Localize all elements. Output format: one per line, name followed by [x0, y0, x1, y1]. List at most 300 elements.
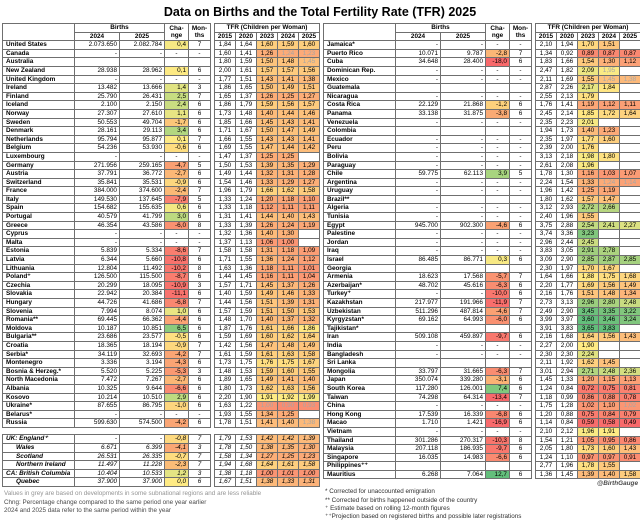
months-cell: -: [510, 118, 532, 127]
table-row: [324, 118, 640, 127]
births-2025-cell: [441, 359, 486, 368]
tfr-2015-cell: 1,86: [215, 84, 236, 93]
tfr-2025-cell: 1,04: [299, 273, 320, 282]
table-row: [324, 264, 640, 273]
births-2025-cell: 20.384: [120, 290, 165, 299]
births-2025-cell: 5.660: [120, 256, 165, 265]
births-2025-cell: 115.500: [120, 273, 165, 282]
tfr-2015-cell: 1,84: [215, 41, 236, 50]
tfr-2015-cell: 1,79: [215, 435, 236, 444]
tfr-2024-cell: 1,61: [278, 461, 299, 470]
tfr-2015-cell: 1,33: [215, 204, 236, 213]
country-cell: Norway: [3, 109, 75, 118]
tfr-2023-cell: 1,36: [257, 256, 278, 265]
tfr-2015-cell: 1,78: [215, 419, 236, 428]
months-cell: -: [189, 152, 211, 161]
tfr-2020-cell: 1,68: [236, 461, 257, 470]
births-2025-cell: -: [441, 75, 486, 84]
tfr-2023-cell: 1,41: [257, 419, 278, 428]
months-cell: -: [510, 238, 532, 247]
tfr-2025-cell: [620, 161, 640, 170]
births-year-2024: 2024: [396, 32, 441, 41]
births-2025-cell: 487.814: [441, 307, 486, 316]
births-2024-cell: 207.118: [396, 445, 441, 454]
table-row: [3, 264, 320, 273]
country-cell: Czechia: [3, 281, 75, 290]
tfr-2024-cell: 1,67: [599, 264, 620, 273]
tfr-2023-cell: 3,60: [578, 316, 599, 325]
change-header: Cha- nge: [165, 24, 189, 41]
tfr-2024-cell: 1,47: [278, 127, 299, 136]
months-cell: -: [510, 187, 532, 196]
change-cell: -10,2: [165, 264, 189, 273]
tfr-2023-cell: 1,38: [257, 444, 278, 453]
tfr-2025-cell: 0,81: [620, 384, 640, 393]
table-row: [324, 470, 640, 479]
tfr-2015-cell: 2,61: [536, 161, 557, 170]
country-cell: Northern Ireland: [3, 461, 75, 470]
tfr-2020-cell: 2,94: [557, 367, 578, 376]
table-row: [3, 410, 320, 419]
tfr-2023-cell: 1,98: [578, 152, 599, 161]
tfr-2024-cell: 1,75: [599, 273, 620, 282]
births-2025-cell: 17.568: [441, 273, 486, 282]
change-cell: 1,4: [165, 84, 189, 93]
change-cell: -10,0: [486, 290, 510, 299]
tfr-2024-cell: [599, 213, 620, 222]
tfr-2015-cell: 1,59: [215, 333, 236, 342]
country-cell: Serbia*: [3, 350, 75, 359]
tfr-2024-cell: 1,15: [599, 376, 620, 385]
change-cell: -: [486, 144, 510, 153]
table-row: [3, 333, 320, 342]
tfr-2020-cell: 1,24: [236, 195, 257, 204]
tfr-2020-cell: 1,30: [557, 170, 578, 179]
tfr-2023-cell: 1,40: [257, 230, 278, 239]
change-cell: -0,9: [165, 341, 189, 350]
months-cell: 6: [510, 221, 532, 230]
births-2025-cell: 5.225: [120, 367, 165, 376]
change-cell: -0,9: [165, 178, 189, 187]
tfr-2020-cell: 1,54: [557, 178, 578, 187]
tfr-2025-cell: [620, 92, 640, 101]
tfr-2015-cell: 2,87: [536, 84, 557, 93]
tfr-2024-cell: 2,80: [599, 299, 620, 308]
change-cell: [486, 127, 510, 136]
births-2025-cell: -: [441, 350, 486, 359]
change-cell: [486, 462, 510, 471]
tfr-2025-cell: 1,02: [620, 402, 640, 411]
tfr-2023-cell: 1,43: [257, 135, 278, 144]
births-2025-cell: -: [441, 247, 486, 256]
births-2024-cell: 46.354: [75, 221, 120, 230]
tfr-2015-cell: 2,35: [536, 118, 557, 127]
tfr-2015-cell: 1,75: [536, 402, 557, 411]
tfr-2015-cell: 2,49: [536, 307, 557, 316]
table-row: [3, 359, 320, 368]
change-cell: -10,8: [165, 256, 189, 265]
births-2025-cell: 26.431: [120, 92, 165, 101]
tfr-2025-cell: [620, 230, 640, 239]
country-cell: Chile: [324, 170, 396, 179]
change-cell: -7,9: [165, 195, 189, 204]
tfr-2015-cell: 1,34: [536, 49, 557, 58]
births-2024-cell: 509.108: [396, 333, 441, 342]
tfr-2024-cell: 1,11: [278, 273, 299, 282]
country-cell: Albania: [3, 384, 75, 393]
country-cell: Bangladesh: [324, 350, 396, 359]
change-cell: 0,4: [165, 41, 189, 50]
births-2025-cell: -: [441, 230, 486, 239]
tfr-2024-cell: 1,48: [278, 58, 299, 67]
months-cell: -: [510, 402, 532, 411]
months-cell: 6: [189, 376, 211, 385]
tfr-2024-cell: 2,48: [599, 367, 620, 376]
months-cell: -: [510, 213, 532, 222]
births-2025-cell: 8.074: [120, 307, 165, 316]
change-cell: 12,7: [486, 470, 510, 479]
country-cell: Canada: [3, 49, 75, 58]
tfr-2024-cell: 1,30: [599, 58, 620, 67]
tfr-2023-cell: 1,76: [578, 144, 599, 153]
country-cell: Egypt: [324, 221, 396, 230]
country-cell: Sweden: [3, 118, 75, 127]
tfr-2015-cell: 1,73: [215, 109, 236, 118]
births-2025-cell: 18.095: [120, 281, 165, 290]
births-2024-cell: 945.700: [396, 221, 441, 230]
births-2025-cell: 37.900: [120, 478, 165, 487]
births-2024-cell: [75, 58, 120, 67]
tfr-2024-cell: 1,45: [599, 359, 620, 368]
table-row: [3, 101, 320, 110]
tfr-2025-cell: 1,38: [299, 75, 320, 84]
births-2025-cell: 137.645: [120, 195, 165, 204]
change-cell: -6,6: [486, 453, 510, 462]
births-2025-cell: 270.317: [441, 436, 486, 445]
tfr-2024-cell: 1,43: [278, 135, 299, 144]
tfr-2025-cell: 1,56: [299, 66, 320, 75]
change-cell: -3,1: [486, 376, 510, 385]
tfr-2020-cell: 1,92: [557, 359, 578, 368]
months-cell: 7: [510, 367, 532, 376]
change-cell: -6,8: [165, 299, 189, 308]
births-2025-cell: [441, 127, 486, 136]
tfr-2024-cell: [599, 161, 620, 170]
table-row: [3, 58, 320, 67]
country-cell: Uzbekistan: [324, 307, 396, 316]
table-row: [324, 213, 640, 222]
tfr-2015-cell: 2,11: [536, 75, 557, 84]
table-row: [3, 290, 320, 299]
tfr-2015-cell: 3,75: [536, 221, 557, 230]
births-2024-cell: 27.307: [75, 109, 120, 118]
tfr-2025-cell: [620, 84, 640, 93]
change-cell: -4,7: [165, 161, 189, 170]
tfr-2020-cell: 1,37: [236, 152, 257, 161]
country-cell: United States: [3, 41, 75, 50]
tfr-2024-cell: 1,18: [278, 247, 299, 256]
tfr-2020-cell: 1,79: [236, 101, 257, 110]
country-cell: Croatia: [3, 341, 75, 350]
tfr-2024-cell: 1,66: [278, 324, 299, 333]
tfr-year-2025: 2025: [620, 32, 640, 41]
country-cell: Japan: [324, 376, 396, 385]
country-cell: Ireland: [3, 84, 75, 93]
tfr-2025-cell: 1,14: [620, 178, 640, 187]
tfr-2024-cell: 1,40: [278, 419, 299, 428]
tfr-2015-cell: 2,30: [536, 264, 557, 273]
births-2024-cell: [396, 195, 441, 204]
tfr-2023-cell: 1,39: [578, 470, 599, 479]
births-2025-cell: 27.610: [120, 109, 165, 118]
table-row: [3, 307, 320, 316]
births-2025-cell: -: [120, 435, 165, 444]
header-row-1: [324, 24, 640, 33]
table-row: [3, 161, 320, 170]
tfr-2015-cell: 1,87: [215, 324, 236, 333]
table-row: [3, 444, 320, 453]
tfr-2024-cell: 1,35: [278, 161, 299, 170]
footnote-rolling: ⁺ Estimate based on rolling 12-month figures: [325, 505, 450, 513]
country-cell: Cuba: [324, 58, 396, 67]
births-2024-cell: 1.710: [396, 419, 441, 428]
change-cell: -2,8: [486, 49, 510, 58]
births-2024-cell: 271.956: [75, 161, 120, 170]
tfr-2024-cell: 1,56: [278, 101, 299, 110]
births-2024-cell: 10.214: [75, 393, 120, 402]
tfr-2025-cell: 1,49: [620, 281, 640, 290]
births-2025-cell: 41.686: [120, 299, 165, 308]
births-2024-cell: 6.344: [75, 256, 120, 265]
change-cell: 6,5: [165, 324, 189, 333]
births-2024-cell: -: [396, 144, 441, 153]
births-2025-cell: -: [120, 230, 165, 239]
table-row: [324, 84, 640, 93]
tfr-2025-cell: 1,67: [299, 359, 320, 368]
months-cell: 6: [510, 470, 532, 479]
tfr-2020-cell: 1,55: [236, 410, 257, 419]
table-row: [324, 195, 640, 204]
births-header: Births: [396, 24, 486, 33]
tfr-2020-cell: 1,69: [557, 75, 578, 84]
change-cell: 0,1: [165, 66, 189, 75]
tfr-2023-cell: 1,85: [578, 109, 599, 118]
table-row: [3, 299, 320, 308]
tfr-2020-cell: 1,18: [236, 204, 257, 213]
births-2025-cell: 11.228: [120, 461, 165, 470]
tfr-2024-cell: 2,78: [599, 247, 620, 256]
tfr-2025-cell: [620, 152, 640, 161]
table-row: [3, 127, 320, 136]
country-cell: Montenegro: [3, 359, 75, 368]
births-2025-cell: -: [441, 290, 486, 299]
tfr-2023-cell: 1,40: [578, 127, 599, 136]
tfr-2025-cell: [299, 238, 320, 247]
tfr-2025-cell: 1,56: [299, 384, 320, 393]
months-cell: [510, 195, 532, 204]
tfr-2015-cell: 2,16: [536, 290, 557, 299]
tfr-2020-cell: 1,45: [236, 273, 257, 282]
tfr-2025-cell: 0,78: [620, 393, 640, 402]
country-cell: Lithuania: [3, 264, 75, 273]
change-cell: -1,0: [165, 402, 189, 411]
births-2024-cell: [396, 324, 441, 333]
change-cell: -: [486, 92, 510, 101]
tables-container: [0, 23, 640, 522]
tfr-2025-cell: 0,91: [620, 453, 640, 462]
tfr-2024-cell: 1,23: [599, 127, 620, 136]
tfr-year-2025: 2025: [299, 32, 320, 41]
country-cell: Algeria: [324, 204, 396, 213]
change-cell: -: [486, 350, 510, 359]
tfr-2015-cell: 1,47: [215, 152, 236, 161]
tfr-2025-cell: 1,53: [299, 307, 320, 316]
country-cell: Moldova: [3, 324, 75, 333]
tfr-2024-cell: 0,84: [599, 410, 620, 419]
tfr-2025-cell: 1,41: [299, 135, 320, 144]
tfr-2025-cell: 3,24: [620, 316, 640, 325]
change-cell: -11,9: [486, 299, 510, 308]
tfr-2025-cell: [620, 247, 640, 256]
tfr-2015-cell: 2,55: [536, 92, 557, 101]
tfr-2025-cell: 1,49: [299, 341, 320, 350]
country-cell: Belgium: [3, 144, 75, 153]
tfr-2015-cell: 1,63: [215, 264, 236, 273]
tfr-2025-cell: 2,36: [620, 367, 640, 376]
table-row: [324, 256, 640, 265]
tfr-2015-cell: 1,57: [215, 307, 236, 316]
tfr-2023-cell: 1,64: [578, 333, 599, 342]
tfr-2015-cell: 2,05: [536, 445, 557, 454]
births-2025-cell: 574.500: [120, 419, 165, 428]
tfr-2015-cell: 3,13: [536, 152, 557, 161]
tfr-2020-cell: 2,93: [557, 204, 578, 213]
tfr-2023-cell: 1,16: [578, 170, 599, 179]
births-2024-cell: 59.775: [396, 170, 441, 179]
table-row: [3, 204, 320, 213]
tfr-2020-cell: 2,18: [557, 152, 578, 161]
table-row: [324, 273, 640, 282]
tfr-2023-cell: 1,20: [578, 376, 599, 385]
tfr-2024-cell: 1,00: [278, 238, 299, 247]
tfr-2015-cell: 1,73: [215, 359, 236, 368]
country-cell: Bolivia: [324, 152, 396, 161]
births-year-2025: 2025: [441, 32, 486, 41]
table-row: [3, 41, 320, 50]
table-row: [324, 247, 640, 256]
tfr-2023-cell: 1,59: [257, 367, 278, 376]
tfr-2023-cell: 1,54: [578, 58, 599, 67]
tfr-2025-cell: 1,68: [620, 273, 640, 282]
table-row: [3, 427, 320, 435]
table-row: [324, 367, 640, 376]
change-cell: -8,7: [165, 273, 189, 282]
births-2024-cell: -: [396, 178, 441, 187]
tfr-2024-cell: 1,41: [278, 376, 299, 385]
table-row: [324, 410, 640, 419]
table-row: [324, 161, 640, 170]
tfr-2023-cell: 1,88: [578, 273, 599, 282]
tfr-2015-cell: 2,77: [536, 462, 557, 471]
births-2025-cell: 41.799: [120, 213, 165, 222]
tfr-2015-cell: 1,31: [215, 213, 236, 222]
table-row: [3, 341, 320, 350]
tfr-2020-cell: 1,56: [236, 299, 257, 308]
tfr-2025-cell: 1,64: [620, 109, 640, 118]
change-cell: -0,8: [165, 435, 189, 444]
births-2025-cell: 155.635: [120, 204, 165, 213]
months-cell: 8: [510, 436, 532, 445]
country-cell: Israel: [324, 256, 396, 265]
births-2024-cell: 26.531: [75, 452, 120, 461]
change-cell: -2,3: [165, 461, 189, 470]
change-cell: -: [165, 152, 189, 161]
births-2025-cell: [441, 324, 486, 333]
table-row: [3, 195, 320, 204]
table-row: [324, 436, 640, 445]
months-cell: 6: [189, 393, 211, 402]
tfr-2024-cell: 1,80: [599, 152, 620, 161]
tfr-2020-cell: 2,44: [557, 238, 578, 247]
change-cell: [165, 58, 189, 67]
tfr-year-2020: 2020: [236, 32, 257, 41]
births-2025-cell: -: [120, 410, 165, 419]
change-cell: -6,8: [486, 410, 510, 419]
tfr-2024-cell: [599, 118, 620, 127]
tfr-2015-cell: 1,96: [536, 187, 557, 196]
births-2024-cell: 10.071: [396, 49, 441, 58]
tfr-2025-cell: 0,49: [620, 419, 640, 428]
tfr-2023-cell: 1,96: [578, 427, 599, 436]
table-row: [3, 187, 320, 196]
tfr-2024-cell: 1,56: [599, 333, 620, 342]
tfr-2015-cell: 2,11: [536, 359, 557, 368]
tfr-2023-cell: 1,69: [578, 281, 599, 290]
tfr-2023-cell: 3,65: [578, 324, 599, 333]
tfr-2020-cell: 1,64: [236, 41, 257, 50]
tfr-2023-cell: 1,50: [257, 84, 278, 93]
tfr-2024-cell: 2,41: [599, 221, 620, 230]
tfr-2015-cell: 1,69: [215, 144, 236, 153]
table-row: [324, 204, 640, 213]
months-cell: -: [510, 247, 532, 256]
tfr-2024-cell: 1,42: [278, 435, 299, 444]
tfr-2024-cell: 1,84: [599, 84, 620, 93]
change-cell: [486, 359, 510, 368]
tfr-2025-cell: 1,19: [299, 221, 320, 230]
table-row: [324, 152, 640, 161]
tfr-2023-cell: 1,90: [578, 341, 599, 350]
births-2024-cell: 50.553: [75, 118, 120, 127]
tfr-2024-cell: 1,33: [278, 478, 299, 487]
tfr-2025-cell: 1,27: [299, 178, 320, 187]
births-2024-cell: -: [75, 435, 120, 444]
country-cell: Nicaragua: [324, 92, 396, 101]
tfr-2023-cell: 1,77: [578, 135, 599, 144]
tfr-2023-cell: 1,64: [257, 461, 278, 470]
tfr-2023-cell: 2,24: [578, 350, 599, 359]
tfr-2015-cell: 1,64: [536, 273, 557, 282]
months-header: Mon- ths: [189, 24, 211, 41]
tfr-2024-cell: 0,58: [599, 419, 620, 428]
months-cell: 3: [189, 84, 211, 93]
country-cell: Estonia: [3, 247, 75, 256]
change-cell: -2,4: [165, 187, 189, 196]
tfr-2024-cell: 1,48: [599, 290, 620, 299]
tfr-2015-cell: 1,32: [215, 230, 236, 239]
tfr-2025-cell: [620, 187, 640, 196]
tfr-2024-cell: 1,59: [278, 41, 299, 50]
